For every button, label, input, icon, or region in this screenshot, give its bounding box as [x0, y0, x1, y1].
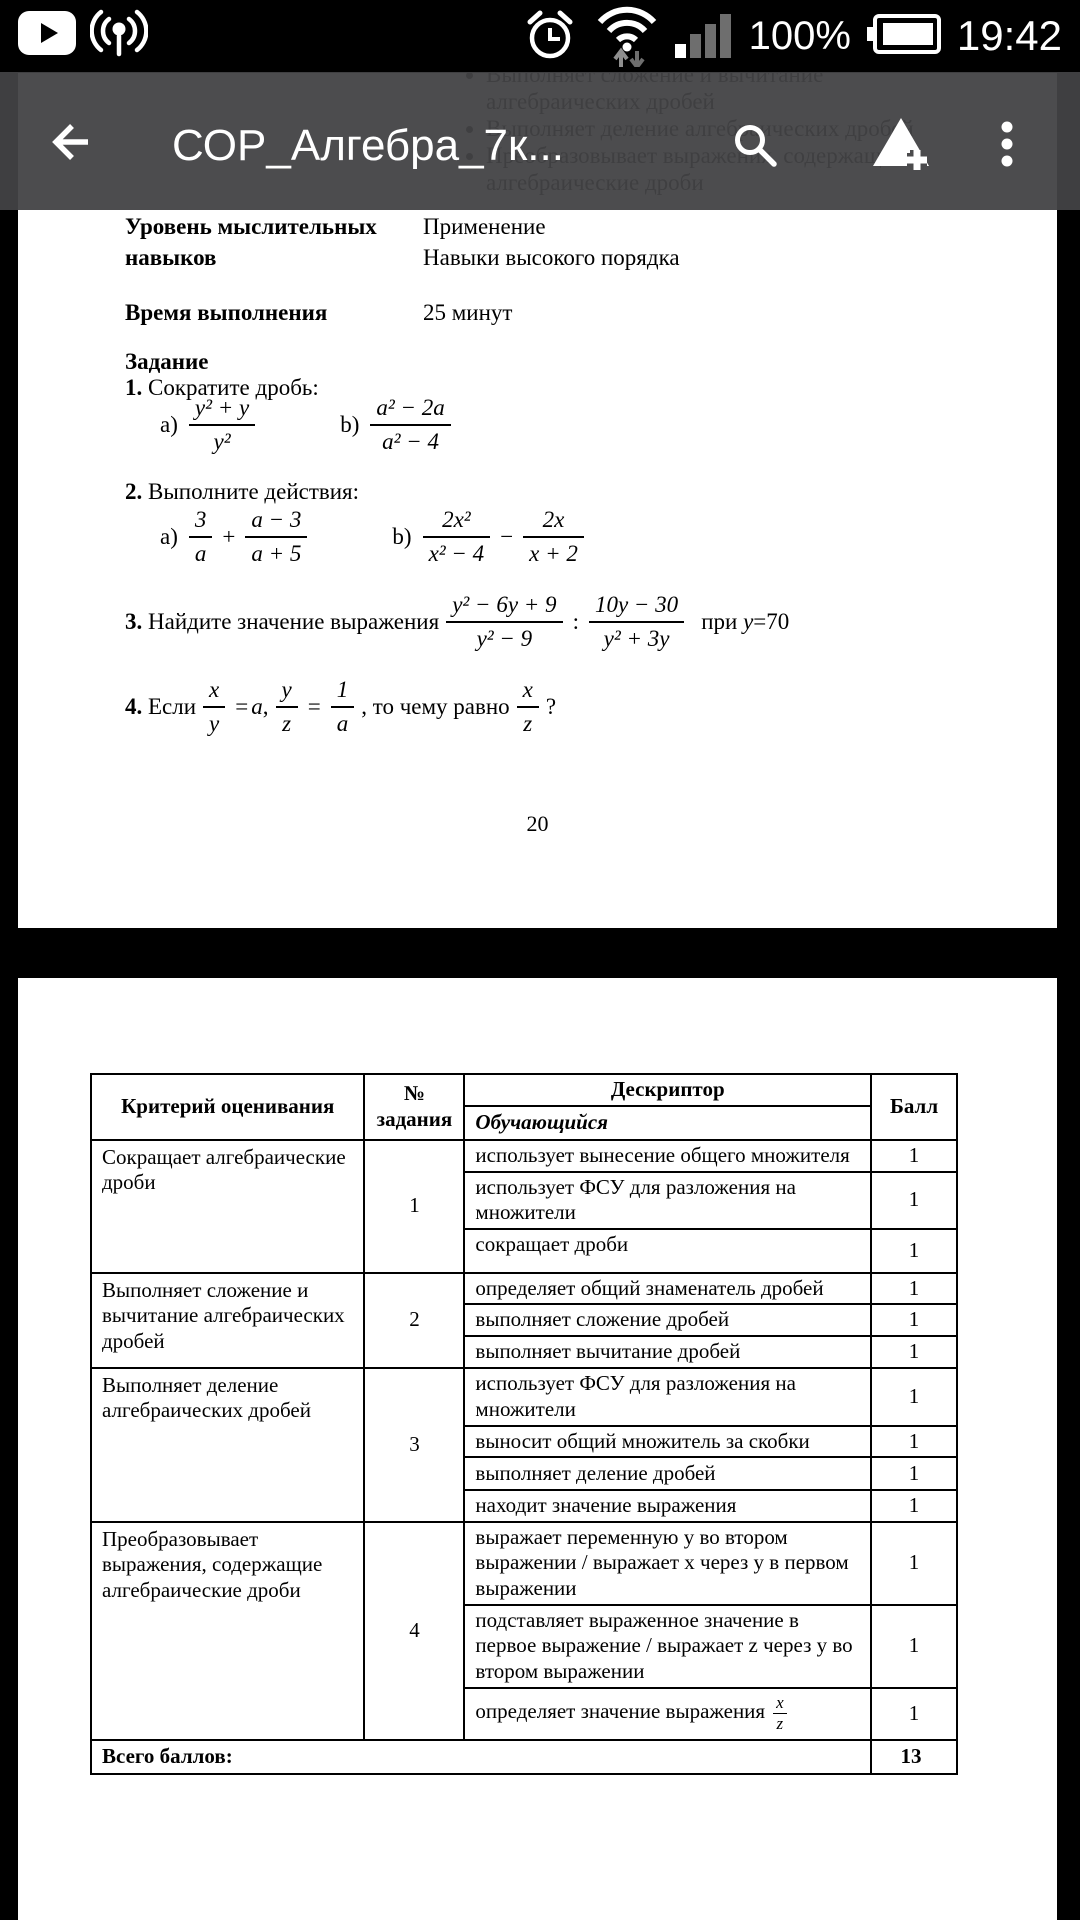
add-to-drive-icon[interactable] — [870, 116, 932, 179]
division-colon: : — [572, 609, 579, 634]
comma: , — [262, 694, 269, 719]
page-number: 20 — [526, 811, 549, 836]
hotspot-broadcast-icon — [90, 5, 148, 68]
task-number-cell: 1 — [364, 1140, 464, 1273]
skill-label-line1: Уровень мыслительных — [125, 214, 377, 239]
wifi-icon — [595, 1, 659, 72]
fraction: $\frac{\text{y² + y}}{\text{y²}}$ — [189, 395, 255, 455]
criterion-cell: Сокращает алгебраические дроби — [91, 1140, 364, 1273]
signal-bars-icon — [675, 10, 733, 63]
descriptor-cell: сокращает дроби — [464, 1229, 871, 1273]
score-cell: 1 — [871, 1336, 957, 1368]
fraction: $\frac{10y - 30}{\text{y² + 3y}}$ — [589, 592, 684, 652]
total-score-label: Всего баллов: — [91, 1740, 871, 1774]
search-icon[interactable] — [732, 122, 778, 173]
status-bar-left — [18, 5, 148, 68]
fraction: $\frac{2x}{x + 2}$ — [523, 507, 584, 567]
task1-a-label: a) — [160, 412, 178, 437]
descriptor-cell: определяет общий знаменатель дробей — [464, 1273, 871, 1305]
fraction: $\frac{x}{z}$ — [517, 677, 539, 737]
equals-sign: = — [235, 694, 249, 719]
skill-value-line1: Применение — [423, 214, 546, 239]
fraction: $\frac{3}{a}$ — [189, 507, 213, 567]
task-number-cell: 2 — [364, 1273, 464, 1368]
battery-percent: 100% — [748, 14, 851, 58]
skill-level-label — [125, 211, 377, 273]
descriptor-cell: подставляет выраженное значение в первое выражение / выражает z через y во втором выражении — [464, 1605, 871, 1688]
header-descriptor: Дескриптор — [464, 1074, 871, 1106]
score-cell: 1 — [871, 1172, 957, 1229]
clock-time: 19:42 — [956, 12, 1062, 59]
task4-line — [125, 667, 556, 747]
equals-sign: = — [307, 694, 321, 719]
skill-label-line2: навыков — [125, 245, 217, 270]
task1-b-label: b) — [340, 412, 360, 437]
header-task-number: № задания — [364, 1074, 464, 1140]
score-cell: 1 — [871, 1688, 957, 1740]
descriptor-text: определяет значение выражения — [475, 1699, 766, 1724]
task2-number: 2. — [125, 479, 143, 504]
duration-label: Время выполнения — [125, 300, 328, 325]
task2-b-label: b) — [392, 524, 412, 549]
descriptor-cell: использует ФСУ для разложения на множители — [464, 1172, 871, 1229]
task1-number: 1. — [125, 375, 143, 400]
fraction: $\frac{\text{2x²}}{\text{x² − 4}}$ — [423, 507, 491, 567]
task3-value: =70 — [753, 609, 790, 634]
task1-expressions — [160, 387, 458, 463]
score-cell: 1 — [871, 1304, 957, 1336]
back-button[interactable] — [44, 118, 92, 171]
question-mark: ? — [545, 694, 557, 719]
total-score-value: 13 — [871, 1740, 957, 1774]
fraction: $\frac{1}{a}$ — [331, 677, 355, 737]
score-cell: 1 — [871, 1229, 957, 1273]
task2-text: Выполните действия: — [148, 479, 360, 504]
descriptor-cell: выносит общий множитель за скобки — [464, 1426, 871, 1458]
descriptor-cell: использует вынесение общего множителя — [464, 1140, 871, 1172]
task-number-cell: 4 — [364, 1522, 464, 1740]
descriptor-cell: выполняет вычитание дробей — [464, 1336, 871, 1368]
skill-value-line2: Навыки высокого порядка — [423, 245, 680, 270]
task4-number: 4. — [125, 694, 143, 719]
fraction: $\frac{x}{y}$ — [203, 677, 225, 737]
header-score: Балл — [871, 1074, 957, 1140]
task-number-cell: 3 — [364, 1368, 464, 1522]
score-cell: 1 — [871, 1140, 957, 1172]
task1-text: Сократите дробь: — [148, 375, 319, 400]
document-title: СОР_Алгебра_7к... — [172, 121, 564, 170]
descriptor-cell: выполняет сложение дробей — [464, 1304, 871, 1336]
task4-variable-a: a — [251, 694, 263, 719]
task3-variable: y — [743, 609, 754, 634]
score-cell: 1 — [871, 1273, 957, 1305]
status-bar — [0, 0, 1080, 72]
minus-operator: − — [500, 524, 514, 549]
fraction: $\frac{\text{a² − 2a}}{\text{a² − 4}}$ — [370, 395, 450, 455]
score-cell: 1 — [871, 1457, 957, 1490]
app-toolbar — [0, 72, 1080, 210]
score-cell: 1 — [871, 1605, 957, 1688]
status-bar-right — [521, 1, 1062, 72]
score-cell: 1 — [871, 1490, 957, 1522]
criterion-cell: Выполняет сложение и вычитание алгебраических дробей — [91, 1273, 364, 1368]
score-cell: 1 — [871, 1426, 957, 1458]
descriptor-cell: использует ФСУ для разложения на множители — [464, 1368, 871, 1426]
task3-number: 3. — [125, 609, 143, 634]
task3-line — [125, 579, 789, 665]
tasks-heading: Задание — [125, 349, 209, 374]
plus-operator: + — [222, 524, 236, 549]
score-cell: 1 — [871, 1522, 957, 1605]
overflow-menu-icon[interactable] — [1000, 121, 1014, 172]
alarm-icon — [521, 5, 579, 68]
task4-word: Если — [148, 694, 197, 719]
document-page-2 — [18, 978, 1057, 1920]
task2-expressions — [160, 499, 591, 575]
duration-value: 25 минут — [423, 300, 513, 325]
task3-condition-word: при — [701, 609, 738, 634]
assessment-criteria-table — [90, 1073, 958, 1775]
skill-level-value — [423, 211, 680, 273]
fraction: $\frac{\text{y² − 6y + 9}}{\text{y² − 9}}$ — [446, 592, 562, 652]
fraction: $\frac{y}{z}$ — [276, 677, 298, 737]
header-criterion: Критерий оценивания — [91, 1074, 364, 1140]
battery-icon — [867, 13, 941, 60]
descriptor-cell: находит значение выражения — [464, 1490, 871, 1522]
task4-question-text: , то чему равно — [361, 694, 510, 719]
task2-a-label: a) — [160, 524, 178, 549]
fraction: $\frac{a - 3}{a + 5}$ — [245, 507, 307, 567]
descriptor-cell — [464, 1688, 871, 1740]
criterion-cell: Преобразовывает выражения, содержащие алгебраические дроби — [91, 1522, 364, 1740]
fraction: $\frac{x}{z}$ — [773, 1694, 787, 1733]
score-cell: 1 — [871, 1368, 957, 1426]
task3-text: Найдите значение выражения — [148, 609, 440, 634]
criterion-cell: Выполняет деление алгебраических дробей — [91, 1368, 364, 1522]
youtube-notification-icon — [18, 11, 76, 62]
header-student: Обучающийся — [464, 1106, 871, 1140]
descriptor-cell: выражает переменную y во втором выражении / выражает x через y в первом выражении — [464, 1522, 871, 1605]
descriptor-cell: выполняет деление дробей — [464, 1457, 871, 1490]
